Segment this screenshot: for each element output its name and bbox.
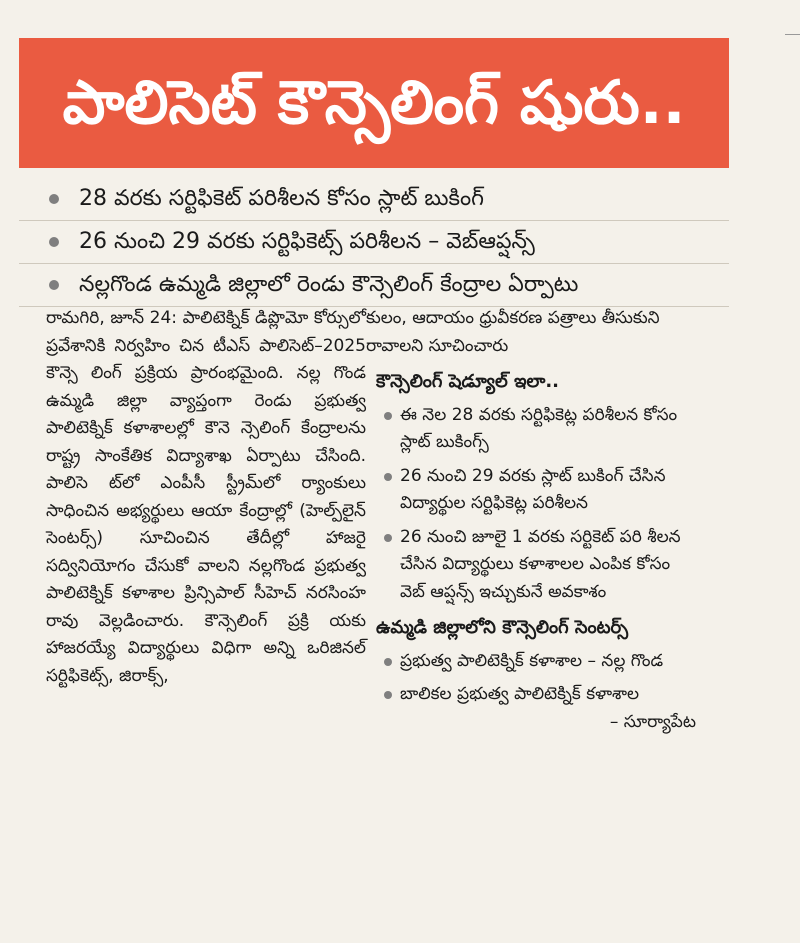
highlight-text: 28 వరకు సర్టిఫికెట్ పరిశీలన కోసం స్లాట్ బుకింగ్: [79, 186, 484, 211]
headline-banner: [19, 38, 729, 168]
article-body-right-column: [366, 305, 696, 742]
schedule-item-text: 26 నుంచి జూలై 1 వరకు సర్టికెట్ పరి శీలన చేసిన విద్యార్థులు కళాశాలల ఎంపిక కోసం వెబ్ ఆప్షన్స్ ఇచ్చుకునే అవకాశం: [400, 526, 681, 602]
schedule-item-text: ఈ నెల 28 వరకు సర్టిఫికెట్ల పరిశీలన కోసం స్లాట్ బుకింగ్స్: [400, 404, 678, 452]
center-item-text: ప్రభుత్వ పాలిటెక్నిక్ కళాశాల – నల్ల గొండ: [400, 650, 664, 671]
highlight-text: 26 నుంచి 29 వరకు సర్టిఫికెట్స్ పరిశీలన – వెబ్‌ఆప్షన్స్: [79, 229, 535, 254]
bullet-icon: [384, 534, 392, 542]
adjacent-column-fragment: [760, 430, 800, 910]
highlight-item: [19, 178, 729, 221]
schedule-item: [366, 524, 696, 607]
bullet-icon: [49, 280, 59, 290]
centers-heading: ఉమ్మడి జిల్లాలోని కౌన్సెలింగ్ సెంటర్స్: [376, 617, 629, 638]
center-item: [366, 681, 696, 736]
previous-article-fragment: [0, 0, 800, 14]
highlight-text: నల్లగొండ ఉమ్మడి జిల్లాలో రెండు కౌన్సెలింగ్ కేంద్రాల ఏర్పాటు: [79, 272, 579, 297]
bullet-icon: [384, 473, 392, 481]
highlight-item: [19, 264, 729, 307]
highlights-list: [19, 178, 729, 307]
center-item-location: – సూర్యాపేట: [609, 711, 696, 732]
body-paragraph: రామగిరి, జూన్ 24: పాలిటెక్నిక్ డిప్లొమో కోర్సులో ప్రవేశానికి నిర్వహిం చిన టీఎస్ పాలిసెట్–2025 కౌన్సె లింగ్ ప్రక్రియ ప్రారంభమైంది. నల్ల గొండ ఉమ్మడి జిల్లా వ్యాప్తంగా రెండు ప్రభుత్వ పాలిటెక్నిక్ కళాశాలల్లో కౌనె న్సెలింగ్ కేంద్రాలను రాష్ట్ర సాంకేతిక విద్యాశాఖ ఏర్పాటు చేసింది. పాలిసె ట్‌లో ఎంపీసీ స్ట్రీమ్‌లో ర్యాంకులు సాధించిన అభ్యర్థులు ఆయా కేంద్రాల్లో (హెల్ప్‌లైన్ సెంటర్స్) సూచించిన తేదీల్లో హాజరై సద్వినియోగం చేసుకో వాలని నల్లగొండ ప్రభుత్వ పాలిటెక్నిక్ కళాశాల ప్రిన్సిపాల్ సీహెచ్ నరసింహ రావు వెల్లడించారు. కౌన్సెలింగ్ ప్రక్రి యకు హాజరయ్యే విద్యార్థులు విధిగా అన్ని ఒరిజినల్ సర్టిఫికెట్స్, జిరాక్స్,: [46, 308, 366, 686]
divider-line: [785, 34, 800, 35]
bullet-icon: [384, 412, 392, 420]
bullet-icon: [384, 658, 392, 666]
body-paragraph-continued: కులం, ఆదాయం ధ్రువీకరణ పత్రాలు తీసుకుని రావాలని సూచించారు: [366, 308, 660, 356]
schedule-item: [366, 402, 696, 457]
headline: పాలిసెట్ కౌన్సెలింగ్ షురు..: [62, 68, 686, 138]
center-item-text: బాలికల ప్రభుత్వ పాలిటెక్నిక్ కళాశాల: [400, 684, 640, 704]
bullet-icon: [384, 691, 392, 699]
center-item: [366, 648, 696, 676]
bullet-icon: [49, 194, 59, 204]
schedule-item: [366, 463, 696, 518]
bullet-icon: [49, 237, 59, 247]
schedule-heading: కౌన్సెలింగ్ షెడ్యూల్ ఇలా..: [376, 371, 560, 392]
schedule-item-text: 26 నుంచి 29 వరకు స్లాట్ బుకింగ్ చేసిన విద్యార్థుల సర్టిఫికెట్ల పరిశీలన: [400, 465, 666, 513]
article-body-left-column: [46, 305, 366, 690]
highlight-item: [19, 221, 729, 264]
